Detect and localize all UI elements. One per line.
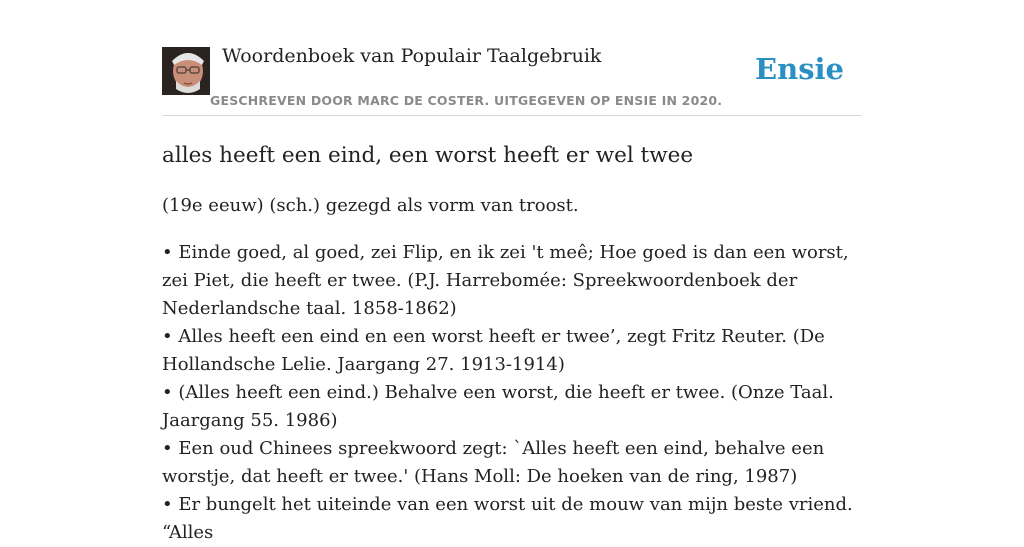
quote-item: • Einde goed, al goed, zei Flip, en ik zei 't meê; Hoe goed is dan een worst, zei Piet, die heeft er twee. (P.J. Harrebomée: Spreekwoordenboek der Nederlandsche taal. 1858-1862) <box>162 242 849 319</box>
entry-title: alles heeft een eind, een worst heeft er wel twee <box>162 143 694 168</box>
entry-definition: (19e eeuw) (sch.) gezegd als vorm van troost. <box>162 195 579 216</box>
author-avatar[interactable] <box>162 47 210 95</box>
content-column <box>162 0 862 547</box>
quote-item: • Alles heeft een eind en een worst heeft er twee’, zegt Fritz Reuter. (De Hollandsche Lelie. Jaargang 27. 1913-1914) <box>162 326 825 375</box>
book-header <box>162 0 862 116</box>
book-title[interactable]: Woordenboek van Populair Taalgebruik <box>222 45 602 67</box>
quote-item: • Een oud Chinees spreekwoord zegt: `Alles heeft een eind, behalve een worstje, dat heeft er twee.' (Hans Moll: De hoeken van de ring, 1987) <box>162 438 825 487</box>
author-byline: GESCHREVEN DOOR MARC DE COSTER. UITGEGEVEN OP ENSIE IN 2020. <box>210 93 723 108</box>
ensie-logo-link[interactable]: Ensie <box>755 52 844 86</box>
quote-item: • Er bungelt het uiteinde van een worst uit de mouw van mijn beste vriend. “Alles <box>162 494 853 543</box>
quote-item: • (Alles heeft een eind.) Behalve een worst, die heeft er twee. (Onze Taal. Jaargang 55. 1986) <box>162 382 834 431</box>
quotes-list <box>162 239 862 547</box>
author-photo <box>162 47 210 95</box>
